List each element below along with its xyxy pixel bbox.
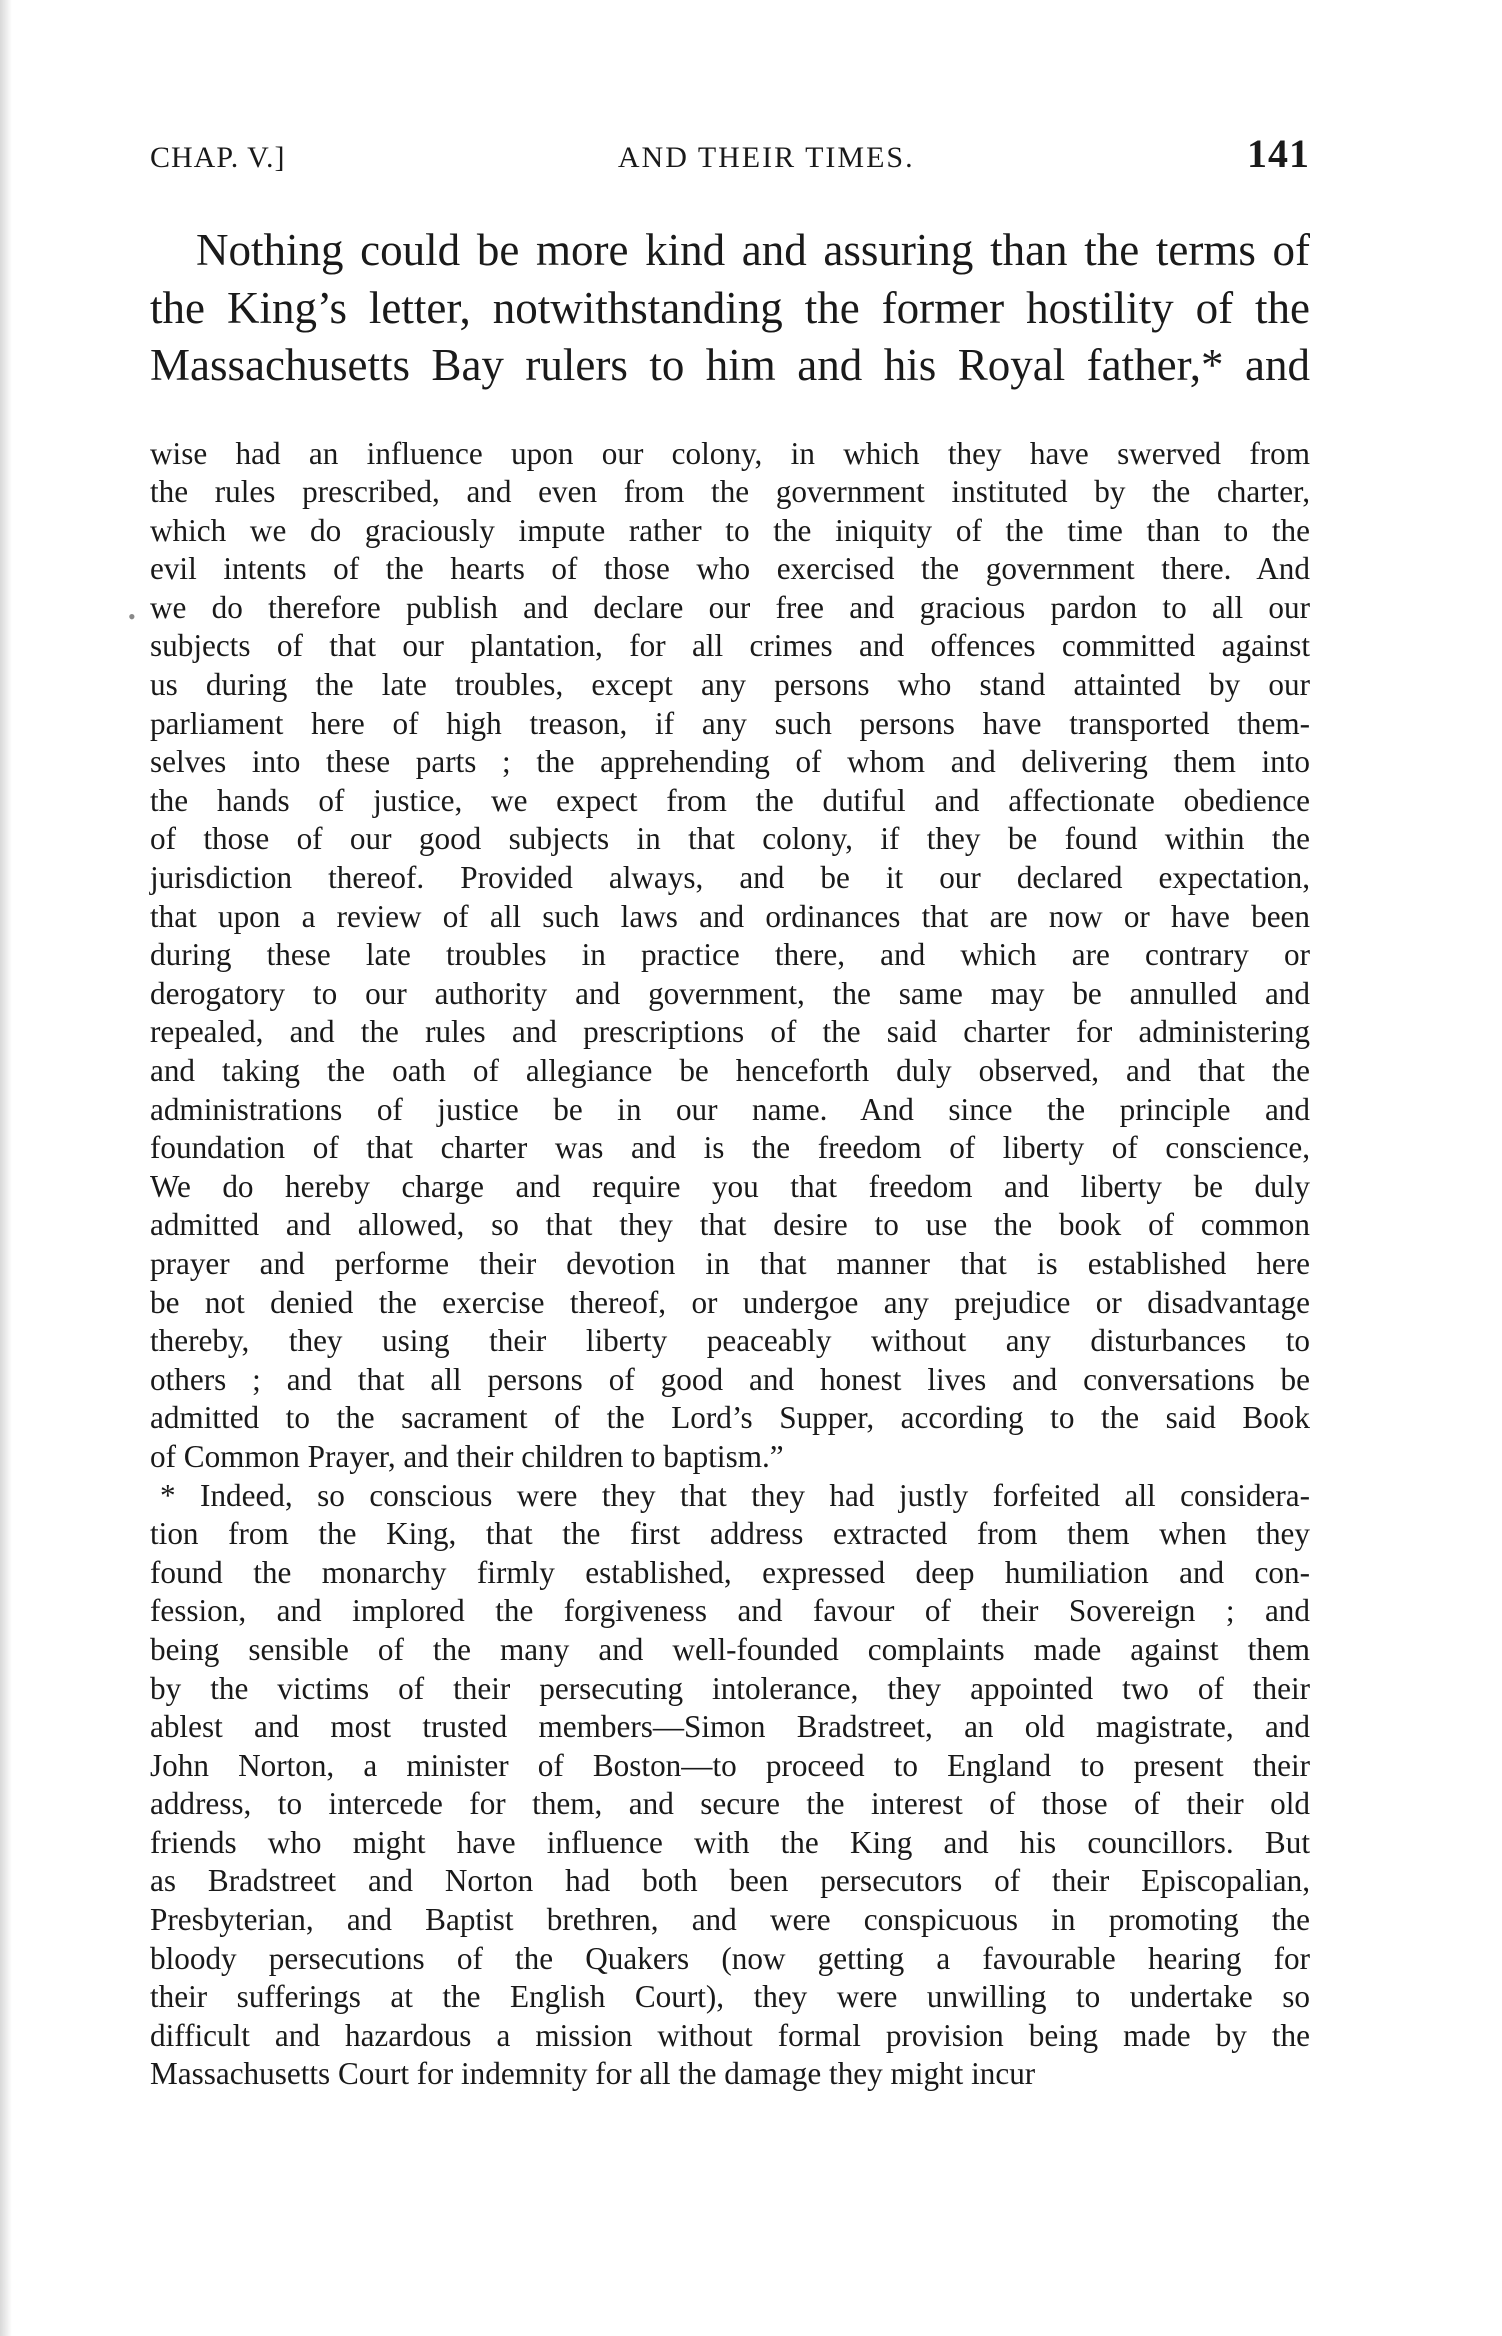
footnote-line: selves into these parts ; the apprehending of whom and delivering them into [150, 744, 1310, 780]
footnote-line: subjects of that our plantation, for all crimes and offences committed against [150, 628, 1310, 664]
chapter-label: CHAP. V.] [150, 141, 286, 174]
footnote-line: difficult and hazardous a mission without formal provision being made by the [150, 2017, 1310, 2053]
footnote-line: during these late troubles in practice there, and which are contrary or [150, 937, 1310, 973]
lead-paragraph [150, 222, 1310, 395]
footnote-line: address, to intercede for them, and secure the interest of those of their old [150, 1786, 1310, 1822]
footnote-line: jurisdiction thereof. Provided always, and be it our declared expectation, [150, 860, 1310, 896]
running-title: AND THEIR TIMES. [617, 141, 915, 174]
footnote-line: of those of our good subjects in that colony, if they be found within the [150, 821, 1310, 857]
footnote-line: and taking the oath of allegiance be henceforth duly observed, and that the [150, 1053, 1310, 1088]
footnote-line: others ; and that all persons of good and honest lives and conversations be [150, 1361, 1310, 1397]
footnote-line: as Bradstreet and Norton had both been persecutors of their Episcopalian, [150, 1863, 1310, 1899]
footnote-line: derogatory to our authority and government, the same may be annulled and [150, 975, 1310, 1011]
running-head [150, 130, 1310, 190]
footnote-line: tion from the King, that the first address extracted from them when they [150, 1516, 1310, 1552]
page-edge-shadow [0, 0, 12, 2336]
footnote-line: which we do graciously impute rather to the iniquity of the time than to the [150, 512, 1310, 548]
footnote-line: repealed, and the rules and prescriptions of the said charter for administering [150, 1014, 1310, 1050]
lead-line: the King’s letter, notwithstanding the former hostility of the [150, 282, 1310, 333]
footnote-line: admitted and allowed, so that they that desire to use the book of common [150, 1207, 1310, 1243]
page-number: 141 [1247, 131, 1310, 176]
footnote-line: Presbyterian, and Baptist brethren, and were conspicuous in promoting the [150, 1902, 1310, 1938]
footnote-line: of Common Prayer, and their children to baptism.” [150, 1438, 784, 1474]
footnote-line: that upon a review of all such laws and ordinances that are now or have been [150, 898, 1310, 934]
footnote-line: be not denied the exercise thereof, or undergoe any prejudice or disadvantage [150, 1284, 1310, 1320]
footnote-line: John Norton, a minister of Boston—to proceed to England to present their [150, 1747, 1310, 1783]
footnote-line: We do hereby charge and require you that freedom and liberty be duly [150, 1168, 1310, 1204]
footnote-line: being sensible of the many and well-founded complaints made against them [150, 1631, 1310, 1667]
footnote-line: admitted to the sacrament of the Lord’s Supper, according to the said Book [150, 1400, 1310, 1436]
lead-line: Nothing could be more kind and assuring than the terms of [196, 225, 1310, 275]
footnote-line: found the monarchy firmly established, expressed deep humiliation and con- [150, 1554, 1310, 1590]
footnote-line: ablest and most trusted members—Simon Bradstreet, an old magistrate, and [150, 1709, 1310, 1745]
footnote-line: administrations of justice be in our name. And since the principle and [150, 1091, 1310, 1127]
footnote-line: Massachusetts Court for indemnity for all the damage they might incur [150, 2056, 1036, 2092]
footnote-line: foundation of that charter was and is the freedom of liberty of conscience, [150, 1130, 1310, 1166]
margin-mark: • [128, 604, 136, 629]
footnote-line: their sufferings at the English Court), they were unwilling to undertake so [150, 1979, 1310, 2015]
footnote-line: thereby, they using their liberty peaceably without any disturbances to [150, 1323, 1310, 1359]
footnote-line: evil intents of the hearts of those who exercised the government there. And [150, 551, 1310, 587]
footnote-line: friends who might have influence with the King and his councillors. But [150, 1824, 1310, 1860]
footnote-line: the rules prescribed, and even from the government instituted by the charter, [150, 474, 1310, 510]
footnote-line: parliament here of high treason, if any such persons have transported them- [150, 705, 1310, 741]
lead-line: Massachusetts Bay rulers to him and his Royal father,* and [150, 340, 1310, 390]
footnote-line: * Indeed, so conscious were they that they had justly forfeited all considera- [160, 1477, 1310, 1513]
footnote-line: us during the late troubles, except any persons who stand attainted by our [150, 667, 1310, 703]
footnote-line: we do therefore publish and declare our free and gracious pardon to all our [150, 589, 1310, 625]
footnote-block [150, 435, 1310, 2095]
footnote-line: by the victims of their persecuting intolerance, they appointed two of their [150, 1670, 1310, 1706]
footnote-line: fession, and implored the forgiveness and favour of their Sovereign ; and [150, 1593, 1310, 1629]
footnote-line: wise had an influence upon our colony, in which they have swerved from [150, 435, 1310, 471]
book-page [150, 130, 1310, 2094]
footnote-line: bloody persecutions of the Quakers (now getting a favourable hearing for [150, 1940, 1310, 1976]
footnote-line: prayer and performe their devotion in that manner that is established here [150, 1245, 1310, 1281]
footnote-line: the hands of justice, we expect from the dutiful and affectionate obedience [150, 782, 1310, 818]
